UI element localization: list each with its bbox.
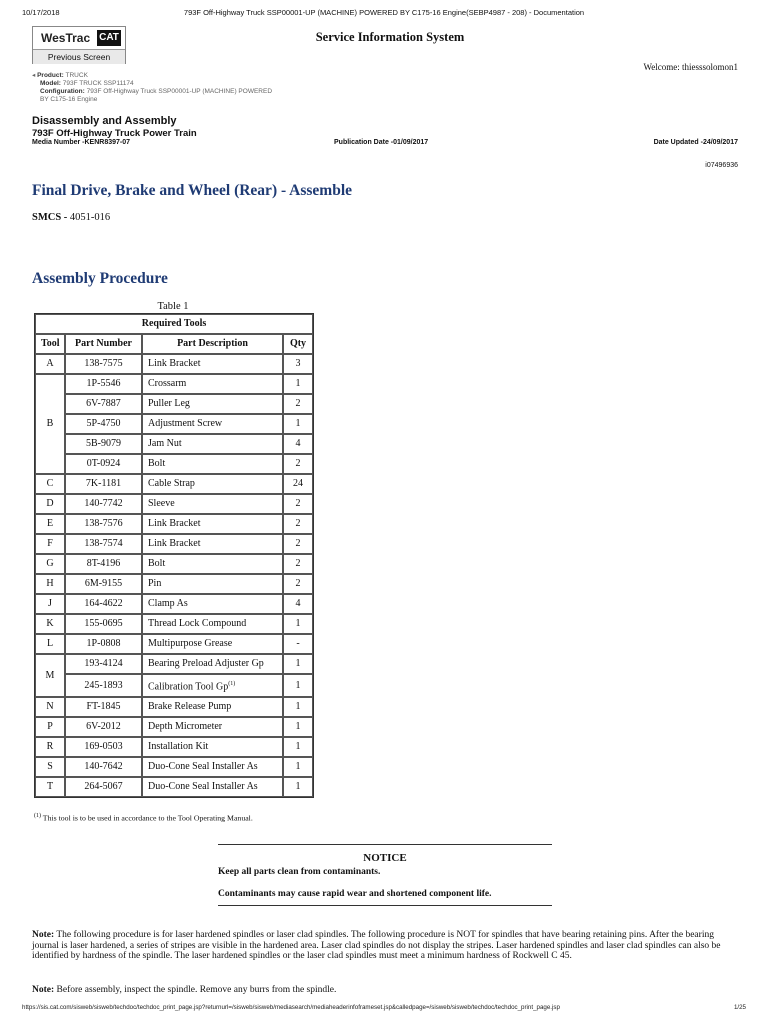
table-row (35, 474, 313, 494)
tool-cell: L (35, 634, 65, 654)
part-description-cell (142, 474, 283, 494)
tool-cell: J (35, 594, 65, 614)
qty-cell: 1 (283, 777, 313, 797)
table-row (35, 554, 313, 574)
welcome-user: Welcome: thiesssolomon1 (643, 62, 738, 72)
part-number-cell: 193-4124 (65, 654, 142, 674)
qty-cell: 2 (283, 394, 313, 414)
part-description-cell (142, 634, 283, 654)
qty-cell: 1 (283, 654, 313, 674)
part-number-cell: 138-7574 (65, 534, 142, 554)
table-row (35, 777, 313, 797)
table-footnote (34, 813, 253, 823)
part-description-text: Jam Nut (148, 438, 182, 449)
footnote-mark: (1) (34, 813, 41, 819)
configuration-row-2: BY C175-16 Engine (40, 96, 98, 103)
print-document-title: 793F Off-Highway Truck SSP00001-UP (MACHINE) POWERED BY C175-16 Engine(SEBP4987 - 208) - Documentation (183, 8, 585, 17)
part-number-cell: 6V-2012 (65, 717, 142, 737)
document-meta (32, 139, 738, 149)
note-label: Note: (32, 985, 55, 995)
qty-cell: 4 (283, 594, 313, 614)
part-number-cell: 6V-7887 (65, 394, 142, 414)
qty-cell: - (283, 634, 313, 654)
table-row (35, 594, 313, 614)
qty-cell: 2 (283, 534, 313, 554)
tool-cell: H (35, 574, 65, 594)
notice-line-1: Keep all parts clean from contaminants. (218, 867, 381, 877)
westrac-logo (33, 27, 125, 49)
part-number-cell: 0T-0924 (65, 454, 142, 474)
tool-cell: F (35, 534, 65, 554)
part-number-cell: 155-0695 (65, 614, 142, 634)
part-number-cell: 264-5067 (65, 777, 142, 797)
model-row (32, 80, 272, 88)
tool-cell: M (35, 654, 65, 697)
part-description-cell (142, 534, 283, 554)
part-description-text: Pin (148, 578, 162, 589)
table-row (35, 514, 313, 534)
smcs-value: 4051-016 (69, 212, 111, 223)
part-description-cell (142, 514, 283, 534)
model-label: Model: (40, 80, 61, 87)
table-row (35, 634, 313, 654)
model-value: 793F TRUCK SSP11174 (62, 80, 134, 87)
part-number-cell: 169-0503 (65, 737, 142, 757)
configuration-value: 793F Off-Highway Truck SSP00001-UP (MACHINE) POWERED (86, 88, 273, 95)
logo-text: WesTrac (41, 31, 91, 45)
tool-cell: C (35, 474, 65, 494)
print-url: https://sis.cat.com/sisweb/sisweb/techdoc/techdoc_print_page.jsp?returnurl=/sisweb/sisweb/mediasearch/mediaheaderinfoframeset.jsp&calledpage=/sisweb/sisweb/techdoc/techdoc_print_page.jsp (22, 1004, 560, 1011)
part-description-cell (142, 594, 283, 614)
part-number-cell: 164-4622 (65, 594, 142, 614)
tool-cell: P (35, 717, 65, 737)
notice-box (218, 844, 552, 906)
part-description-text: Depth Micrometer (148, 721, 223, 733)
qty-cell: 1 (283, 674, 313, 697)
page-title: Final Drive, Brake and Wheel (Rear) - Assemble (32, 182, 353, 199)
tool-cell: R (35, 737, 65, 757)
tool-cell: S (35, 757, 65, 777)
notice-title: NOTICE (363, 852, 407, 864)
notice-line-2: Contaminants may cause rapid wear and shortened component life. (218, 889, 492, 899)
table-row (35, 434, 313, 454)
qty-cell: 2 (283, 574, 313, 594)
part-description-cell (142, 574, 283, 594)
publication-date: Publication Date -01/09/2017 (334, 139, 429, 146)
part-description-text: Puller Leg (148, 398, 190, 409)
date-updated: Date Updated -24/09/2017 (653, 139, 738, 146)
table-row (35, 717, 313, 737)
part-description-text: Adjustment Screw (148, 418, 223, 429)
part-description-cell (142, 777, 283, 797)
qty-cell: 1 (283, 717, 313, 737)
part-description-cell (142, 374, 283, 394)
part-number-cell: 6M-9155 (65, 574, 142, 594)
part-description-text: Duo-Cone Seal Installer As (148, 781, 258, 793)
table-row (35, 674, 313, 697)
table-row (35, 354, 313, 374)
table-row (35, 414, 313, 434)
document-id: i07496936 (705, 162, 738, 169)
part-number-cell: FT-1845 (65, 697, 142, 717)
part-number-cell: 1P-0808 (65, 634, 142, 654)
part-number-cell: 245-1893 (65, 674, 142, 697)
note-paragraph-1 (32, 930, 738, 962)
part-description-cell (142, 554, 283, 574)
qty-cell: 1 (283, 697, 313, 717)
part-number-cell: 138-7575 (65, 354, 142, 374)
part-description-text: Clamp As (148, 598, 188, 609)
qty-cell: 1 (283, 414, 313, 434)
smcs-label: SMCS - (32, 212, 70, 223)
part-description-cell (142, 354, 283, 374)
part-description-cell (142, 454, 283, 474)
table-row (35, 654, 313, 674)
part-description-text: Crossarm (148, 378, 187, 389)
print-date: 10/17/2018 (22, 8, 60, 17)
part-description-text: Cable Strap (148, 478, 195, 489)
notice-top-rule (218, 844, 552, 845)
part-description-cell (142, 674, 283, 697)
part-description-cell (142, 434, 283, 454)
qty-cell: 2 (283, 454, 313, 474)
qty-cell: 2 (283, 554, 313, 574)
required-tools-table (34, 313, 312, 798)
part-description-cell (142, 654, 283, 674)
col-header-part-description: Part Description (142, 334, 283, 354)
product-row (32, 72, 272, 80)
part-number-cell: 140-7642 (65, 757, 142, 777)
part-description-cell (142, 494, 283, 514)
part-description-text: Sleeve (148, 498, 175, 509)
table-row (35, 374, 313, 394)
tool-cell: A (35, 354, 65, 374)
tool-cell: D (35, 494, 65, 514)
note-text-1: The following procedure is for laser hardened spindles or laser clad spindles. The following procedure is NOT for spindles that have bearing retaining pins. After the bearing journal is laser hardened, a series of stripes are visible in the hardened area. Laser clad spindles do not display the stripes. Laser hardened spindles and laser clad spindles can also be identified by hardness of the spindle. The laser hardened spindles or the laser clad spindles must meet a minimum hardness of Rockwell C 45. (32, 930, 721, 961)
system-title: Service Information System (315, 30, 465, 44)
part-number-cell: 5B-9079 (65, 434, 142, 454)
product-info (32, 72, 272, 104)
table-row (35, 394, 313, 414)
table-caption: Table 1 (157, 301, 189, 312)
part-description-text: Bearing Preload Adjuster Gp (148, 658, 264, 669)
table-row (35, 757, 313, 777)
tool-cell: T (35, 777, 65, 797)
tool-cell: B (35, 374, 65, 474)
assembly-heading: Assembly Procedure (32, 270, 168, 287)
qty-cell: 1 (283, 374, 313, 394)
col-header-qty: Qty (283, 334, 313, 354)
table-row (35, 534, 313, 554)
westrac-logo-box (32, 26, 126, 64)
notice-bottom-rule (218, 905, 552, 906)
qty-cell: 1 (283, 737, 313, 757)
configuration-row (32, 88, 272, 96)
col-header-part-number: Part Number (65, 334, 142, 354)
part-description-cell (142, 757, 283, 777)
tool-cell: E (35, 514, 65, 534)
media-number: Media Number -KENR8397-07 (32, 139, 131, 146)
part-description-text: Thread Lock Compound (148, 618, 247, 629)
cat-logo-icon: CAT (97, 30, 121, 46)
part-number-cell: 138-7576 (65, 514, 142, 534)
footnote-ref: (1) (228, 681, 236, 687)
part-description-text: Duo-Cone Seal Installer As (148, 761, 258, 773)
table-title: Required Tools (35, 314, 313, 334)
part-number-cell: 7K-1181 (65, 474, 142, 494)
note-paragraph-2 (32, 985, 738, 995)
qty-cell: 4 (283, 434, 313, 454)
part-description-text: Calibration Tool Gp (148, 681, 229, 693)
part-number-cell: 8T-4196 (65, 554, 142, 574)
part-description-cell (142, 697, 283, 717)
back-arrow-icon[interactable]: ◂ (32, 72, 36, 79)
configuration-label: Configuration: (40, 88, 85, 95)
note-text-2: Before assembly, inspect the spindle. Remove any burrs from the spindle. (54, 985, 337, 995)
table-row (35, 454, 313, 474)
print-footer (22, 1004, 746, 1011)
qty-cell: 1 (283, 757, 313, 777)
table-row (35, 737, 313, 757)
part-description-cell (142, 614, 283, 634)
part-number-cell: 140-7742 (65, 494, 142, 514)
part-description-text: Link Bracket (148, 518, 201, 529)
smcs-code (32, 212, 110, 223)
part-description-cell (142, 414, 283, 434)
qty-cell: 24 (283, 474, 313, 494)
part-number-cell: 1P-5546 (65, 374, 142, 394)
part-description-cell (142, 717, 283, 737)
table-row (35, 614, 313, 634)
col-header-tool: Tool (35, 334, 65, 354)
tool-cell: N (35, 697, 65, 717)
part-number-cell: 5P-4750 (65, 414, 142, 434)
table-row (35, 494, 313, 514)
part-description-cell (142, 394, 283, 414)
part-description-text: Link Bracket (148, 358, 201, 369)
table-row (35, 574, 313, 594)
page-number: 1/25 (733, 1004, 746, 1011)
qty-cell: 2 (283, 494, 313, 514)
part-description-text: Brake Release Pump (148, 701, 232, 713)
part-description-text: Installation Kit (148, 741, 209, 753)
part-description-text: Bolt (148, 558, 166, 569)
table-row (35, 697, 313, 717)
qty-cell: 1 (283, 614, 313, 634)
qty-cell: 3 (283, 354, 313, 374)
part-description-text: Bolt (148, 458, 166, 469)
part-description-text: Link Bracket (148, 538, 201, 549)
tool-cell: G (35, 554, 65, 574)
part-description-text: Multipurpose Grease (148, 638, 233, 649)
section-title: Disassembly and Assembly (32, 115, 177, 127)
previous-screen-button[interactable]: Previous Screen (33, 49, 125, 64)
footnote-text: This tool is to be used in accordance to the Tool Operating Manual. (41, 813, 253, 823)
product-value: TRUCK (65, 72, 88, 79)
tool-cell: K (35, 614, 65, 634)
product-label: Product: (37, 72, 64, 79)
qty-cell: 2 (283, 514, 313, 534)
note-label: Note: (32, 930, 55, 940)
document-subtitle: 793F Off-Highway Truck Power Train (32, 128, 197, 139)
part-description-cell (142, 737, 283, 757)
